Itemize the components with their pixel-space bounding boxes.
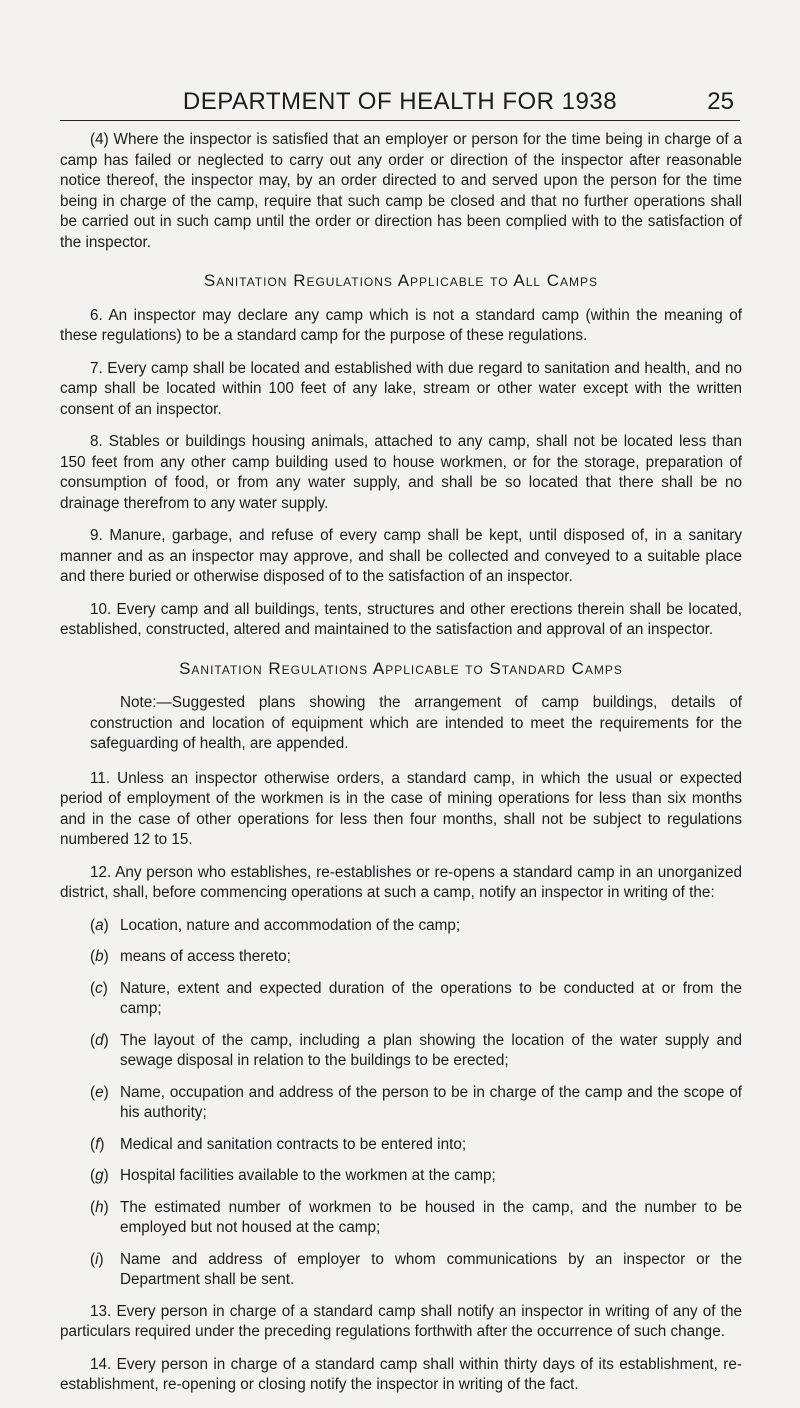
page-number: 25 [707,88,734,115]
list-item-text: Medical and sanitation contracts to be entered into; [120,1135,467,1153]
list-item [90,1031,742,1072]
requirements-list [60,916,742,1291]
paragraph-7: 7. Every camp shall be located and established with due regard to sanitation and health, and no camp shall be located within 100 feet of any lake, stream or other water except with the written consent of an inspector. [60,359,742,418]
list-item-text: Name, occupation and address of the person to be in charge of the camp and the scope of his authority; [120,1083,742,1121]
list-item-label: ( c ) [90,979,120,1020]
list-item-text: The estimated number of workmen to be housed in the camp, and the number to be employed but not housed at the camp; [120,1198,742,1236]
paragraph-4: (4) Where the inspector is satisfied that an employer or person for the time being in charge of a camp has failed or neglected to carry out any order or direction of the inspector after reasonable notice thereof, the inspector may, by an order directed to and served upon the person for the time being in charge of the camp, require that such camp be closed and that no further operations shall be carried out in such camp until the order or direction has been complied with to the satisfaction of the inspector. [60,131,742,251]
list-item [90,1198,742,1239]
list-item [90,1250,742,1291]
list-item [90,1135,742,1156]
list-item [90,979,742,1020]
list-item-label: ( i ) [90,1250,120,1291]
paragraph-10: 10. Every camp and all buildings, tents, structures and other erections therein shall be located, established, constructed, altered and maintained to the satisfaction and approval of an inspector. [60,600,742,638]
running-header [60,86,740,121]
paragraph-11: 11. Unless an inspector otherwise orders, a standard camp, in which the usual or expected period of employment of the workmen is in the case of mining operations for less than six months and in the case of other operations for less then four months, shall not be subject to regulations numbered 12 to 15. [60,769,742,848]
list-item [90,947,742,968]
paragraph-6: 6. An inspector may declare any camp which is not a standard camp (within the meaning of these regulations) to be a standard camp for the purpose of these regulations. [60,306,742,344]
list-item-label: ( b ) [90,947,120,968]
list-item-text: means of access thereto; [120,948,291,965]
list-item-text: Location, nature and accommodation of the camp; [120,916,461,934]
list-item-text: The layout of the camp, including a plan showing the location of the water supply and sewage disposal in relation to the buildings to be erected; [120,1031,742,1069]
list-item-text: Nature, extent and expected duration of the operations to be conducted at or from the camp; [120,979,742,1017]
note-paragraph: Note:—Suggested plans showing the arrangement of camp buildings, details of construction and location of equipment which are intended to meet the requirements for the safeguarding of health, are appended. [90,694,742,752]
list-item-label: ( g ) [90,1166,120,1187]
paragraph-14: 14. Every person in charge of a standard camp shall within thirty days of its establishment, re-establishment, re-opening or closing notify the inspector in writing of the fact. [60,1355,742,1393]
section-heading-all-camps: Sanitation Regulations Applicable to All Camps [203,271,599,290]
list-item-label: ( f ) [90,1135,120,1156]
paragraph-9: 9. Manure, garbage, and refuse of every camp shall be kept, until disposed of, in a sanitary manner and as an inspector may approve, and shall be collected and conveyed to a suitable place and there buried or otherwise disposed of to the satisfaction of an inspector. [60,527,742,585]
paragraph-8: 8. Stables or buildings housing animals, attached to any camp, shall not be located less than 150 feet from any other camp building used to house workmen, or for the storage, preparation of consumption of food, or from any water supply, and shall be so located that there shall be no drainage therefrom to any water supply. [60,433,742,512]
list-item-label: ( a ) [90,916,120,937]
paragraph-12: 12. Any person who establishes, re-establishes or re-opens a standard camp in an unorganized district, shall, before commencing operations at such a camp, notify an inspector in writing of the: [60,863,742,901]
list-item-text: Name and address of employer to whom communications by an inspector or the Department shall be sent. [120,1250,742,1288]
list-item-label: ( d ) [90,1031,120,1072]
list-item-text: Hospital facilities available to the workmen at the camp; [120,1167,496,1184]
list-item [90,1166,742,1187]
list-item [90,1083,742,1124]
paragraph-13: 13. Every person in charge of a standard camp shall notify an inspector in writing of any of the particulars required under the preceding regulations forthwith after the occurrence of such change. [60,1302,742,1340]
header-title: DEPARTMENT OF HEALTH FOR 1938 [182,88,618,115]
list-item-label: ( e ) [90,1083,120,1124]
list-item-label: ( h ) [90,1198,120,1239]
list-item [90,916,742,937]
document-body [60,130,742,1408]
section-heading-standard-camps: Sanitation Regulations Applicable to Standard Camps [179,658,623,678]
